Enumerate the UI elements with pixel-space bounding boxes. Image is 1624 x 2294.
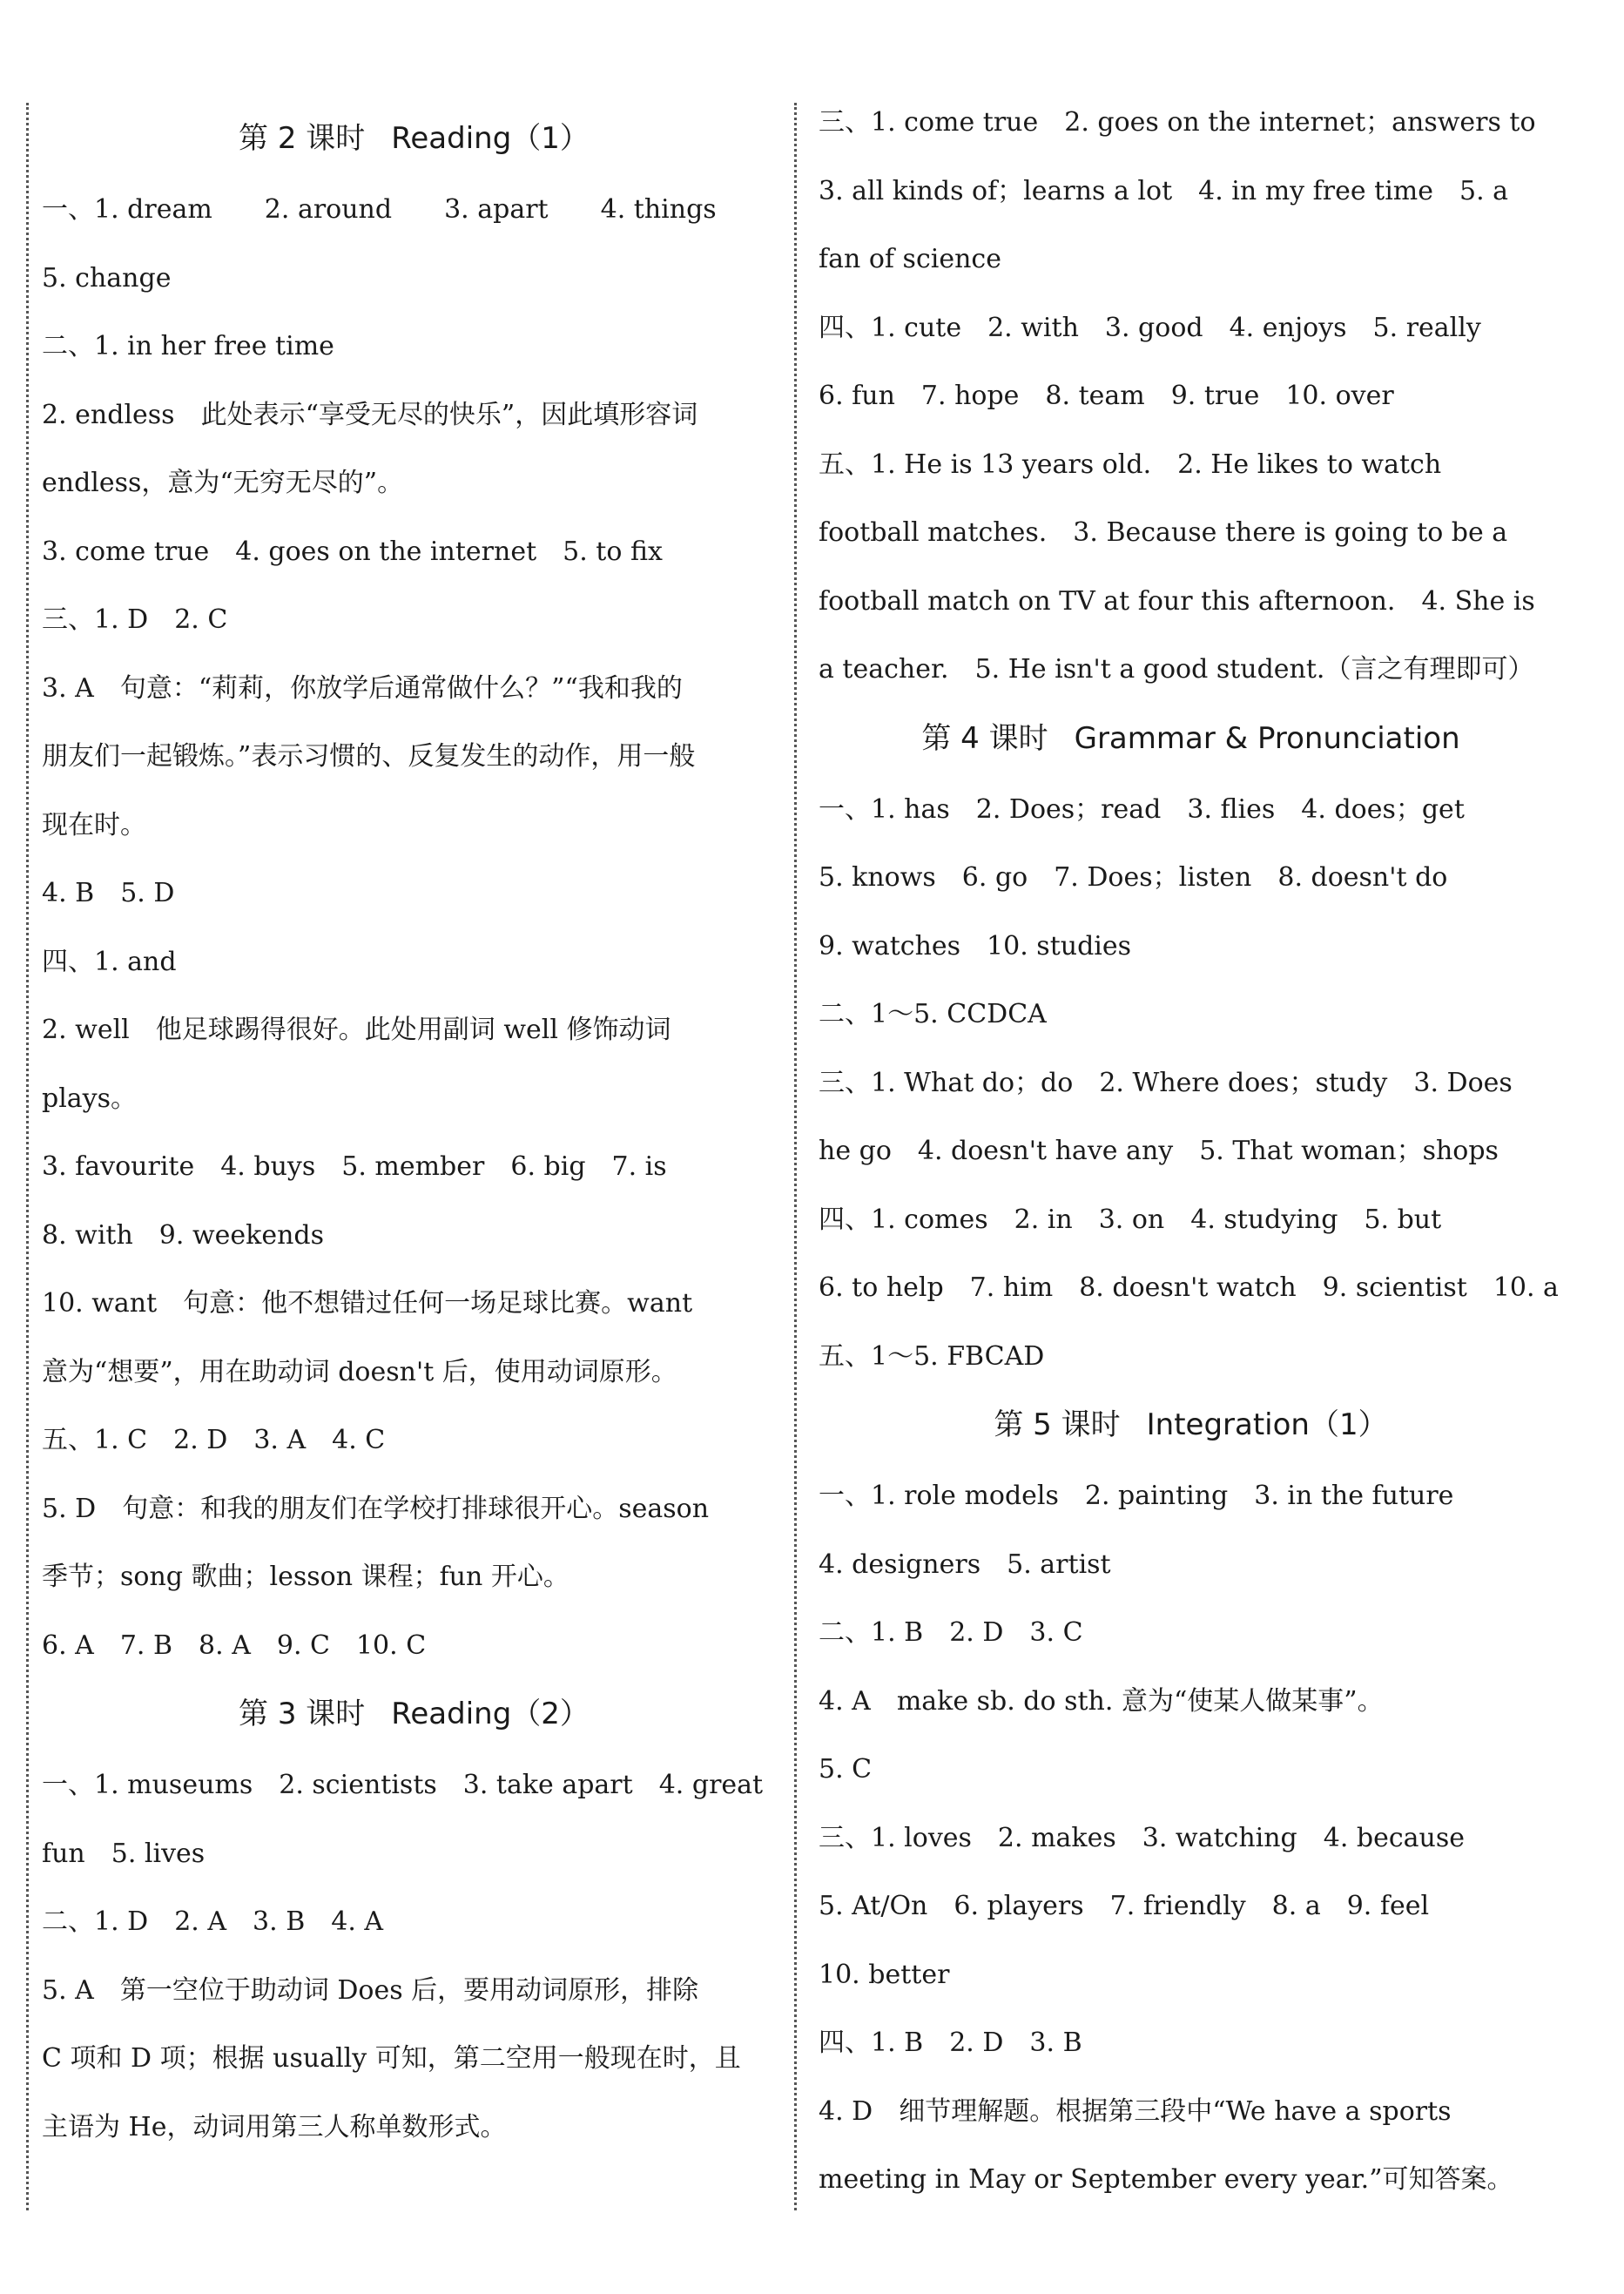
answer-line: meeting in May or September every year.”可知答案。 — [819, 2164, 1513, 2195]
answer-line: endless，意为“无穷无尽的”。 — [42, 468, 404, 498]
answer-line: 9. watches 10. studies — [819, 930, 1132, 961]
answer-line: 二、1. in her free time — [42, 331, 334, 361]
answer-line: 季节；song 歌曲；lesson 课程；fun 开心。 — [42, 1562, 569, 1592]
answer-line: 五、1. He is 13 years old. 2. He likes to watch — [819, 449, 1442, 480]
lesson-heading — [42, 118, 786, 159]
answer-line: 5. change — [42, 262, 172, 293]
column-divider — [794, 103, 797, 2210]
lesson-heading-en: Reading（2） — [391, 1697, 590, 1731]
answer-line: 三、1. What do；do 2. Where does；study 3. Does — [819, 1067, 1513, 1098]
answer-line: 6. fun 7. hope 8. team 9. true 10. over — [819, 381, 1394, 411]
answer-line: 2. well 他足球踢得很好。此处用副词 well 修饰动词 — [42, 1015, 671, 1045]
answer-line: 二、1～5. CCDCA — [819, 999, 1047, 1029]
answer-line: 3. all kinds of；learns a lot 4. in my free time 5. a — [819, 175, 1509, 206]
answer-line: 5. At/On 6. players 7. friendly 8. a 9. feel — [819, 1891, 1430, 1921]
answer-line: C 项和 D 项；根据 usually 可知，第二空用一般现在时，且 — [42, 2043, 741, 2074]
lesson-heading-en: Integration（1） — [1146, 1407, 1388, 1442]
answer-line: 10. better — [819, 1959, 950, 1990]
answer-line: 朋友们一起锻炼。”表示习惯的、反复发生的动作，用一般 — [42, 741, 696, 772]
answer-line: 四、1. comes 2. in 3. on 4. studying 5. but — [819, 1204, 1442, 1235]
lesson-heading — [819, 1405, 1563, 1445]
right-column — [819, 103, 1563, 2229]
answer-line: 8. with 9. weekends — [42, 1219, 325, 1251]
answer-line: 6. to help 7. him 8. doesn't watch 9. scientist 10. a — [819, 1272, 1559, 1303]
answer-line: 一、1. has 2. Does；read 3. flies 4. does；get — [819, 793, 1465, 825]
answer-line: 二、1. D 2. A 3. B 4. A — [42, 1906, 384, 1937]
answer-line: plays。 — [42, 1083, 138, 1114]
answer-line: fan of science — [819, 244, 1001, 274]
answer-line: 4. D 细节理解题。根据第三段中“We have a sports — [819, 2095, 1452, 2127]
answer-line: 3. A 句意：“莉莉，你放学后通常做什么？”“我和我的 — [42, 672, 683, 704]
answer-line: 四、1. and — [42, 946, 177, 977]
lesson-heading-en: Reading（1） — [391, 121, 590, 156]
left-margin-rule — [26, 103, 29, 2210]
answer-line: football match on TV at four this afternoon. 4. She is — [819, 585, 1535, 617]
answer-line: 五、1～5. FBCAD — [819, 1340, 1045, 1372]
answer-line: 三、1. loves 2. makes 3. watching 4. because — [819, 1822, 1466, 1853]
answer-line: football matches. 3. Because there is going to be a — [819, 517, 1508, 548]
answer-line: 5. knows 6. go 7. Does；listen 8. doesn't do — [819, 862, 1448, 893]
lesson-heading — [42, 1694, 786, 1734]
lesson-heading-cn: 第 2 课时 — [239, 121, 366, 156]
lesson-heading — [819, 719, 1563, 759]
lesson-heading-en: Grammar & Pronunciation — [1074, 720, 1460, 756]
answer-line: 一、1. role models 2. painting 3. in the future — [819, 1481, 1454, 1511]
answer-line: 2. endless 此处表示“享受无尽的快乐”，因此填形容词 — [42, 399, 698, 430]
answer-line: 二、1. B 2. D 3. C — [819, 1617, 1083, 1648]
lesson-heading-cn: 第 3 课时 — [239, 1697, 366, 1731]
answer-line: 三、1. come true 2. goes on the internet；answers to — [819, 107, 1536, 138]
answer-line: 5. A 第一空位于助动词 Does 后，要用动词原形，排除 — [42, 1974, 699, 2006]
answer-line: a teacher. 5. He isn't a good student.（言之有理即可） — [819, 654, 1534, 685]
left-column — [42, 103, 786, 2176]
answer-line: 3. come true 4. goes on the internet 5. to fix — [42, 536, 663, 567]
answer-line: 四、1. B 2. D 3. B — [819, 2027, 1082, 2058]
answer-line: 4. B 5. D — [42, 878, 175, 908]
answer-line: 5. D 句意：和我的朋友们在学校打排球很开心。season — [42, 1493, 710, 1524]
answer-line: fun 5. lives — [42, 1838, 206, 1869]
answer-line: 10. want 句意：他不想错过任何一场足球比赛。want — [42, 1288, 693, 1319]
answer-line: 三、1. D 2. C — [42, 604, 228, 635]
answer-line: 四、1. cute 2. with 3. good 4. enjoys 5. really — [819, 312, 1481, 343]
answer-line: 现在时。 — [42, 809, 146, 840]
answer-line: 一、1. museums 2. scientists 3. take apart 4. great — [42, 1770, 764, 1800]
answer-line: he go 4. doesn't have any 5. That woman；shops — [819, 1136, 1499, 1166]
answer-line: 五、1. C 2. D 3. A 4. C — [42, 1425, 386, 1455]
answer-line: 一、1. dream 2. around 3. apart 4. things — [42, 194, 717, 225]
answer-line: 5. C — [819, 1754, 873, 1785]
answer-line: 3. favourite 4. buys 5. member 6. big 7. is — [42, 1151, 667, 1182]
answer-line: 6. A 7. B 8. A 9. C 10. C — [42, 1629, 427, 1661]
answer-line: 主语为 He，动词用第三人称单数形式。 — [42, 2111, 507, 2142]
answer-line: 4. A make sb. do sth. 意为“使某人做某事”。 — [819, 1685, 1384, 1717]
lesson-heading-cn: 第 5 课时 — [994, 1407, 1121, 1442]
lesson-heading-cn: 第 4 课时 — [921, 720, 1048, 756]
answer-line: 4. designers 5. artist — [819, 1548, 1111, 1580]
answer-line: 意为“想要”，用在助动词 doesn't 后，使用动词原形。 — [42, 1356, 677, 1387]
